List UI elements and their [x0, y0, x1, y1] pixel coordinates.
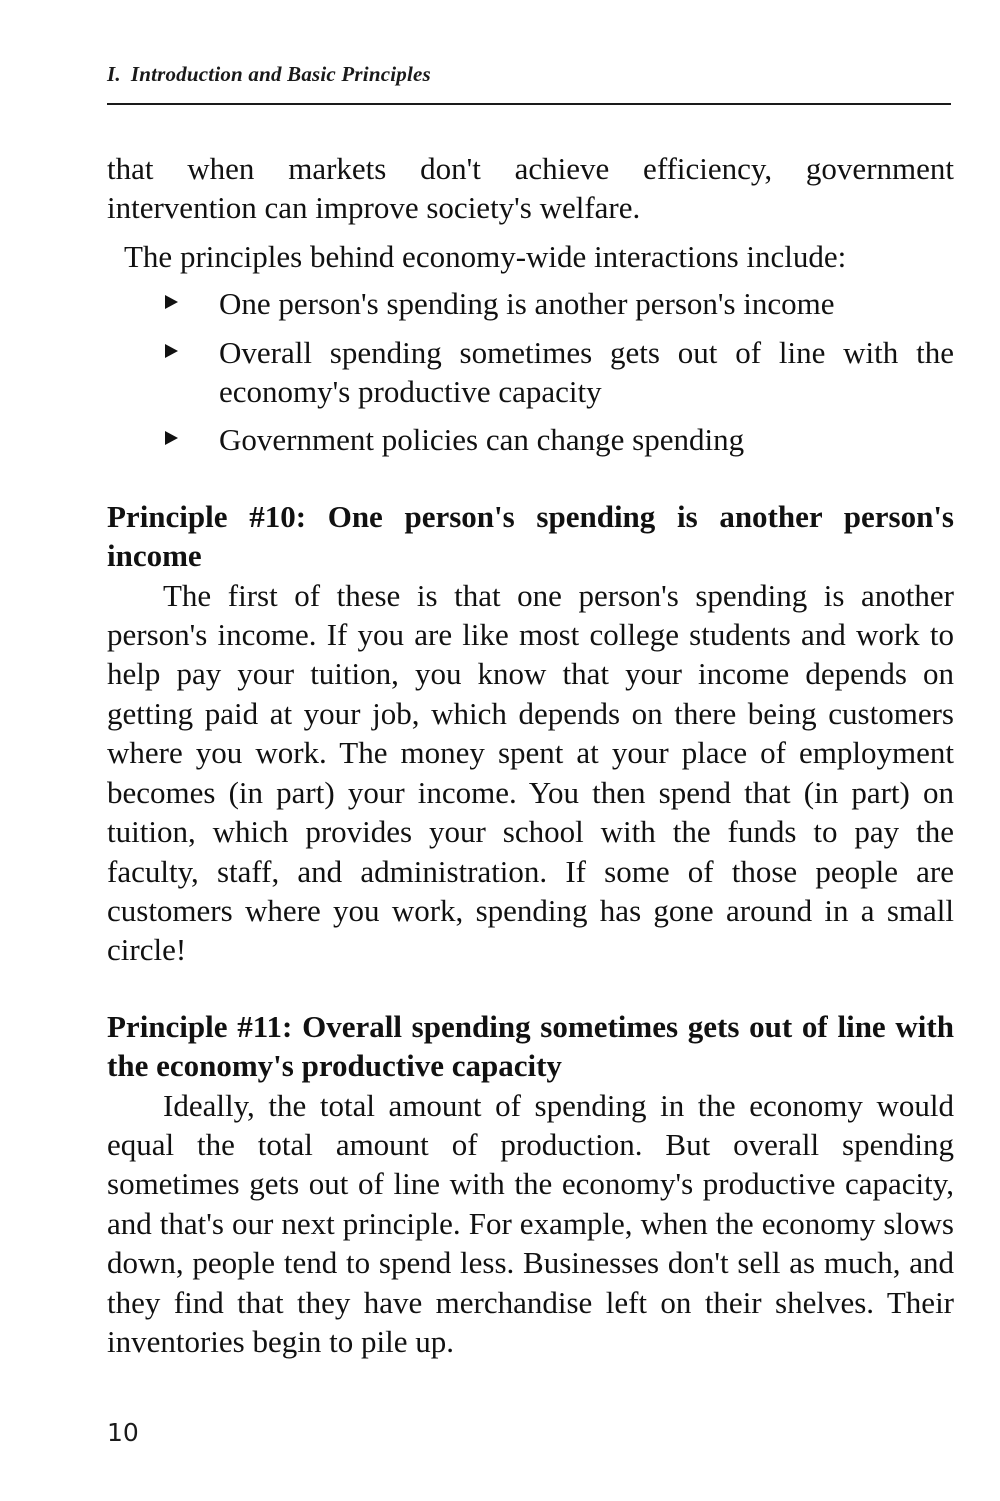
- chapter-title: Introduction and Basic Principles: [130, 62, 431, 86]
- list-item-text: One person's spending is another person's income: [219, 286, 835, 322]
- list-item: [107, 284, 954, 323]
- principle-10-body: The first of these is that one person's spending is another person's income. If you are like most college students and work to help pay your tuition, you know that your income depends on getting paid at your job, which depends on there being customers where you work. The money spent at your place of employment becomes (in part) your income. You then spend that (in part) on tuition, which provides your school with the funds to pay the faculty, staff, and administration. If some of those people are customers where you work, spending has gone around in a small circle!: [107, 577, 954, 968]
- triangle-bullet-icon: [165, 431, 178, 445]
- book-page: [107, 0, 954, 1501]
- principle-11-body: Ideally, the total amount of spending in the economy would equal the total amount of production. But overall spending sometimes gets out of line with the economy's productive capacity, and that's our next principle. For example, when the economy slows down, people tend to spend less. Businesses don't sell as much, and they find that they have merchandise left on their shelves. Their inventories begin to pile up.: [107, 1087, 954, 1359]
- page-number: 10: [107, 1418, 139, 1447]
- running-header: [107, 62, 431, 87]
- list-item-text: Overall spending sometimes gets out of line with the economy's productive capacity: [219, 334, 954, 410]
- principles-lead-in: The principles behind economy-wide interactions include:: [124, 238, 847, 274]
- principles-list: [107, 284, 954, 460]
- list-item: [107, 420, 954, 459]
- chapter-number: I.: [107, 62, 121, 86]
- page-content: [107, 149, 954, 1361]
- continued-paragraph: that when markets don't achieve efficiency, government intervention can improve society's welfare.: [107, 151, 954, 226]
- principle-10-heading: Principle #10: One person's spending is another person's income: [107, 498, 954, 574]
- list-item-text: Government policies can change spending: [219, 422, 745, 458]
- principle-11-heading: Principle #11: Overall spending sometimes gets out of line with the economy's productive capacity: [107, 1008, 954, 1084]
- triangle-bullet-icon: [165, 295, 178, 309]
- header-rule: [107, 103, 951, 105]
- triangle-bullet-icon: [165, 344, 178, 358]
- list-item: [107, 333, 954, 412]
